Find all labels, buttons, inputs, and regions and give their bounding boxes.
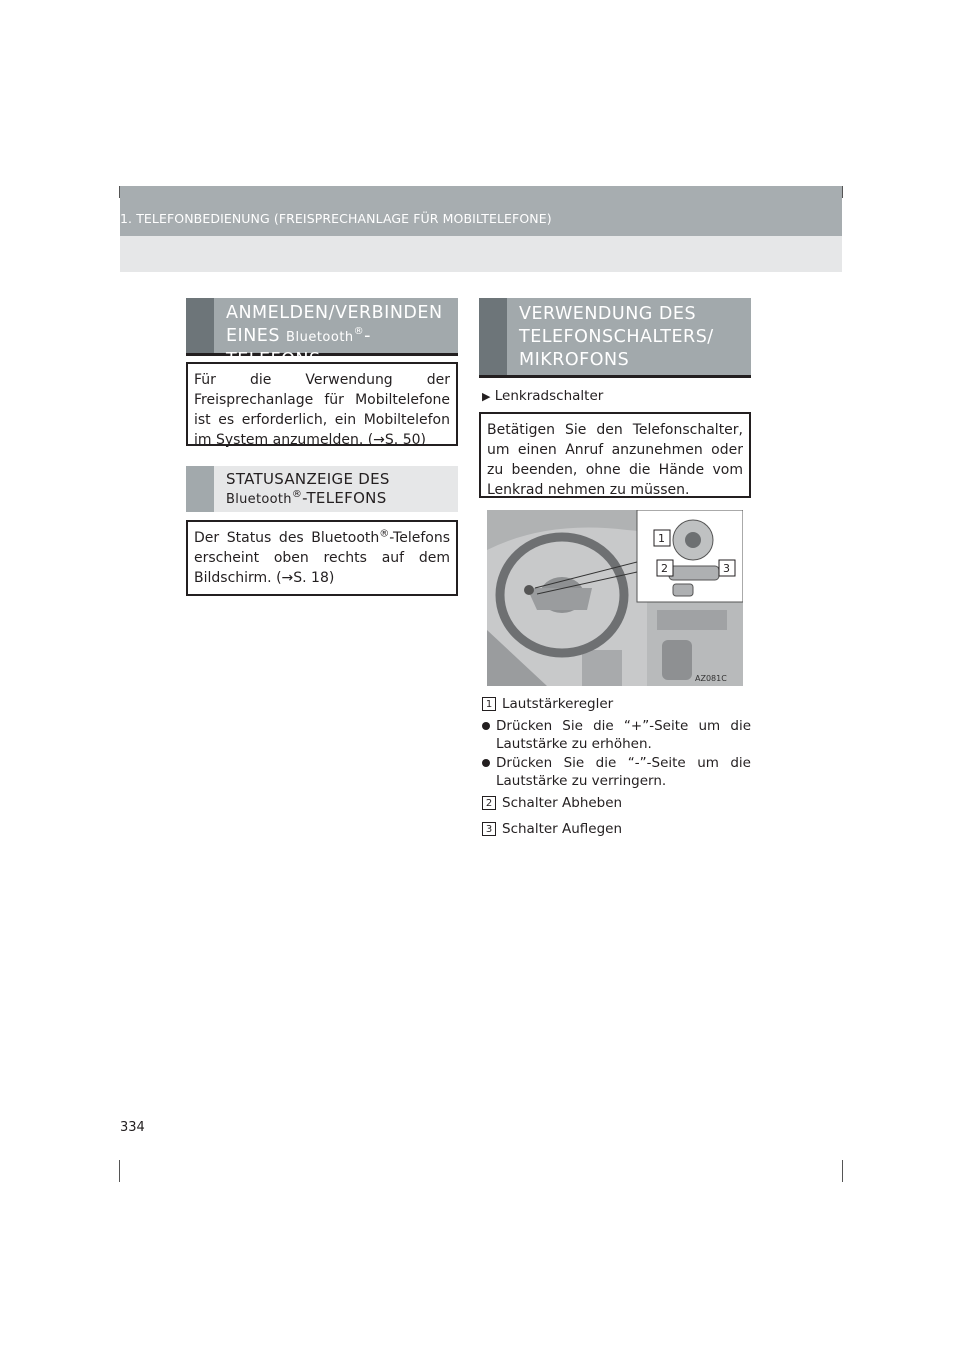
bullet-dot-icon [482, 759, 490, 767]
heading-title: ANMELDEN/VERBINDEN EINES Bluetooth®-TELEFONS [226, 303, 443, 370]
heading-tab [186, 466, 214, 512]
header-section-title: 1. TELEFONBEDIENUNG (FREISPRECHANLAGE FÜR MOBILTELEFONE) [120, 211, 552, 226]
triangle-bullet-icon: ▶ [482, 390, 491, 403]
subheading: ▶ Lenkradschalter [482, 388, 604, 404]
page-number: 334 [120, 1120, 145, 1135]
steering-wheel-illustration [487, 510, 743, 686]
figure-code: AZ081C [695, 674, 727, 683]
bullet-item: Drücken Sie die “-”-Seite um die Lautstärke zu verringern. [482, 754, 751, 790]
number-box-icon: 1 [482, 697, 496, 711]
heading-tab [186, 298, 214, 353]
legend-item-3: 3 Schalter Auflegen [482, 821, 622, 837]
number-box-icon: 2 [482, 796, 496, 810]
heading-title: STATUSANZEIGE DES Bluetooth®-TELEFONS [226, 470, 390, 507]
legend-item-1: 1 Lautstärkeregler [482, 696, 613, 712]
section-heading-phone-switch [479, 298, 751, 378]
callout-3: 3 [723, 562, 730, 575]
number-box-icon: 3 [482, 822, 496, 836]
legend-item-2: 2 Schalter Abheben [482, 795, 622, 811]
info-box-phone-switch: Betätigen Sie den Telefonschalter, um einen Anruf anzunehmen oder zu beenden, ohne die Hände vom Lenkrad nehmen zu müssen. [479, 412, 751, 498]
section-heading-status [186, 466, 458, 512]
callout-2: 2 [661, 562, 668, 575]
info-box-status: Der Status des Bluetooth®-Telefons erscheint oben rechts auf dem Bildschirm. (→S. 18) [186, 520, 458, 596]
crop-mark [119, 1160, 120, 1182]
crop-mark [842, 186, 843, 198]
heading-title: VERWENDUNG DES TELEFONSCHALTERS/ MIKROFONS [519, 304, 714, 370]
steering-wheel-drawing [487, 510, 743, 686]
section-heading-register [186, 298, 458, 370]
bullet-dot-icon [482, 722, 490, 730]
crop-mark [842, 1160, 843, 1182]
heading-tab [479, 298, 507, 375]
info-box-register: Für die Verwendung der Freisprechanlage für Mobiltelefone ist es erforderlich, ein Mobiltelefon im System anzumelden. (→S. 50) [186, 362, 458, 446]
bullet-item: Drücken Sie die “+”-Seite um die Lautstärke zu erhöhen. [482, 717, 751, 753]
callout-1: 1 [658, 532, 665, 545]
